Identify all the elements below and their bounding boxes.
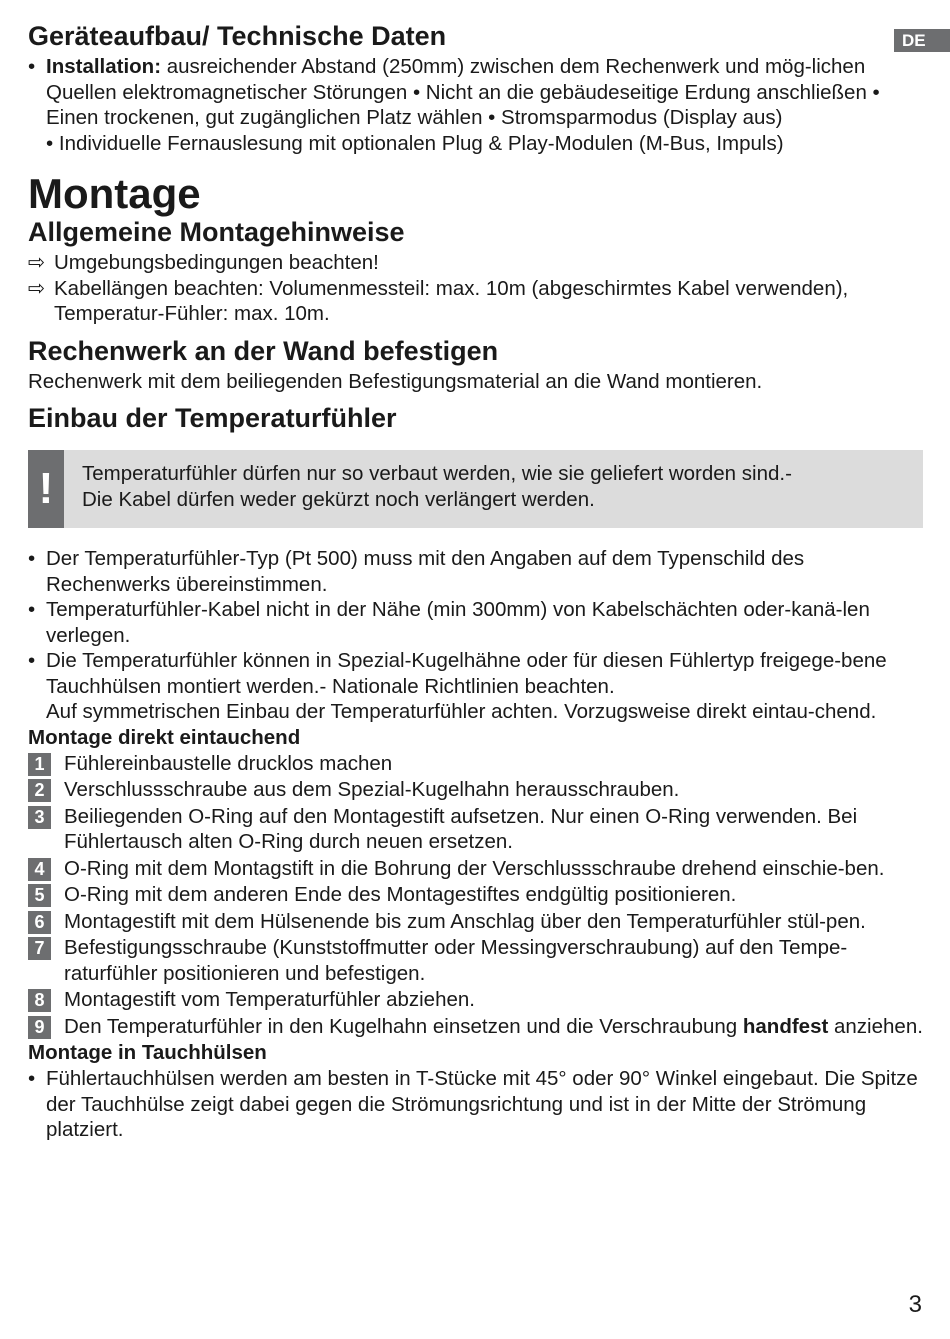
remote-reading-bullet: • Individuelle Fernauslesung mit optionalen Plug & Play-Modulen (M-Bus, Impuls) xyxy=(46,131,784,155)
installation-text: ausreichender Abstand (250mm) zwischen dem Rechenwerk und mög-lichen Quellen elektromagnetischer Störungen • Nicht an die gebäudeseitige Erdung anschließen • Einen trockenen, gut zugänglichen Platz wählen • Stromsparmodus (Display aus) xyxy=(46,55,880,129)
step-number: 5 xyxy=(28,884,51,907)
sensor-bullet: • Temperaturfühler-Kabel nicht in der Nähe (min 300mm) von Kabelschächten oder-kanä-len verlegen. xyxy=(28,597,923,648)
installation-bullet xyxy=(28,54,923,131)
step-item: 4 O-Ring mit dem Montagstift in die Bohrung der Verschlussschraube drehend einschie-ben. xyxy=(28,856,923,882)
wall-mount-title: Rechenwerk an der Wand befestigen xyxy=(28,335,499,366)
sensor-bullet: • Der Temperaturfühler-Typ (Pt 500) muss mit den Angaben auf dem Typenschild des Rechenwerks übereinstimmen. xyxy=(28,546,923,597)
general-note-item: ⇨ Kabellängen beachten: Volumenmessteil: max. 10m (abgeschirmtes Kabel verwenden), Temperatur-Fühler: max. 10m. xyxy=(28,276,849,325)
language-tab: DE xyxy=(894,29,950,52)
sleeve-bullet: • Fühlertauchhülsen werden am besten in T-Stücke mit 45° oder 90° Winkel eingebaut. Die Spitze der Tauchhülse zeigt dabei gegen die Strömungsrichtung und ist in der Mitte der Strömung platziert. xyxy=(28,1066,923,1143)
step-item: 1 Fühlereinbaustelle drucklos machen xyxy=(28,751,923,777)
step-item: 8 Montagestift vom Temperaturfühler abziehen. xyxy=(28,987,923,1013)
step-number: 7 xyxy=(28,937,51,960)
installation-label: Installation: xyxy=(46,55,162,78)
sensor-bullet-extra: Auf symmetrischen Einbau der Temperaturfühler achten. Vorzugsweise direkt eintau-chend. xyxy=(46,700,877,723)
step-number: 6 xyxy=(28,911,51,934)
page-content xyxy=(28,18,923,1143)
direct-steps-list xyxy=(28,751,923,1040)
step-number: 2 xyxy=(28,779,51,802)
sensor-install-title: Einbau der Temperaturfühler xyxy=(28,403,397,433)
step-item: 6 Montagestift mit dem Hülsenende bis zum Anschlag über den Temperaturfühler stül-pen. xyxy=(28,909,923,935)
step-item: 9 Den Temperaturfühler in den Kugelhahn einsetzen und die Verschraubung handfest anziehen. xyxy=(28,1014,923,1040)
handfest-emphasis: handfest xyxy=(742,1014,829,1038)
direct-immersion-title: Montage direkt eintauchend xyxy=(28,725,301,749)
step-number: 9 xyxy=(28,1016,51,1039)
step-item: 2 Verschlussschraube aus dem Spezial-Kugelhahn herausschrauben. xyxy=(28,777,923,803)
exclamation-icon: ! xyxy=(28,450,64,528)
arrow-right-icon: ⇨ xyxy=(28,251,46,274)
general-note-item: ⇨ Umgebungsbedingungen beachten! xyxy=(28,251,379,274)
section-title-technical-data: Geräteaufbau/ Technische Daten xyxy=(28,21,447,51)
montage-title: Montage xyxy=(28,170,201,217)
sensor-bullet: • Die Temperaturfühler können in Spezial-Kugelhähne oder für diesen Fühlertyp freigege-bene Tauchhülsen montiert werden.- Nationale Richtlinien beachten. xyxy=(28,648,923,699)
page-number: 3 xyxy=(908,1291,922,1318)
step-item: 7 Befestigungsschraube (Kunststoffmutter oder Messingverschraubung) auf den Tempe-raturfühler positionieren und befestigen. xyxy=(28,935,923,986)
wall-mount-text: Rechenwerk mit dem beiliegenden Befestigungsmaterial an die Wand montieren. xyxy=(28,369,763,393)
step-number: 8 xyxy=(28,989,51,1012)
step-number: 1 xyxy=(28,753,51,776)
warning-note xyxy=(28,450,923,528)
immersion-sleeve-title: Montage in Tauchhülsen xyxy=(28,1041,267,1064)
warning-text: Temperaturfühler dürfen nur so verbaut werden, wie sie geliefert worden sind.- Die Kabel dürfen weder gekürzt noch verlängert werden. xyxy=(82,462,792,511)
step-number: 4 xyxy=(28,858,51,881)
step-item: 5 O-Ring mit dem anderen Ende des Montagestiftes endgültig positionieren. xyxy=(28,882,923,908)
arrow-right-icon: ⇨ xyxy=(28,276,46,300)
step-item: 3 Beiliegenden O-Ring auf den Montagestift aufsetzen. Nur einen O-Ring verwenden. Bei Fühlertausch alten O-Ring durch neuen ersetzen. xyxy=(28,804,923,855)
step-number: 3 xyxy=(28,806,51,829)
general-notes-title: Allgemeine Montagehinweise xyxy=(28,217,405,247)
